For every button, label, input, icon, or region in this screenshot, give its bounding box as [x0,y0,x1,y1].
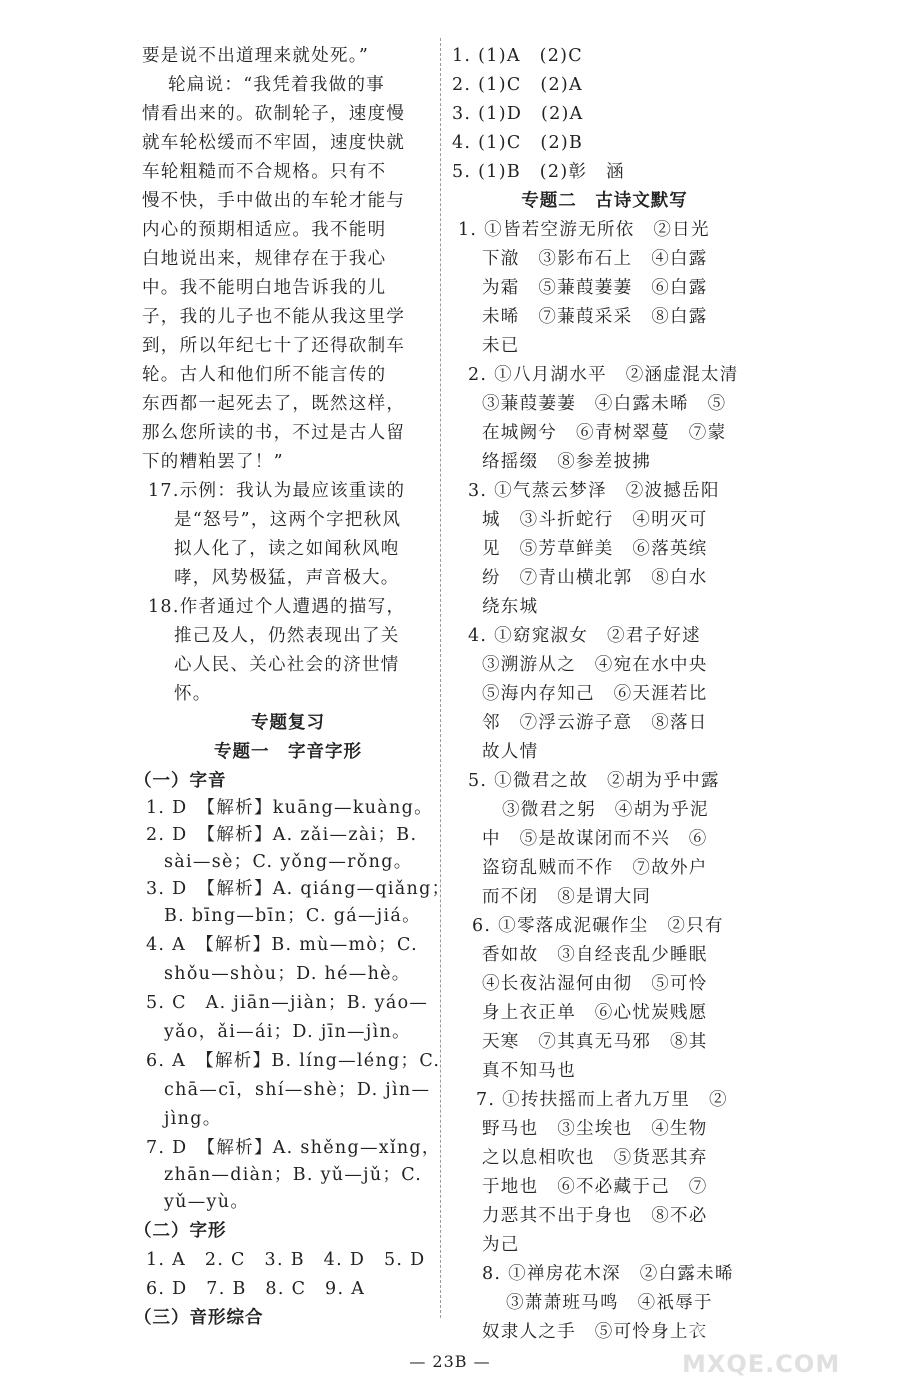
answer-item: 17.示例：我认为最应该重读的 [148,481,406,501]
text-line: 于地也 ⑥不必藏于己 ⑦ [482,1177,708,1197]
watermark-title: 答案圈 [690,1322,775,1355]
text-line: 中 ⑤是故谋闭而不兴 ⑥ [482,829,708,849]
text-line: 内心的预期相适应。我不能明 [142,220,387,240]
answer-item: 4. A 【解析】B. mù—mò；C. [146,935,418,955]
text-line: 就车轮松缓而不牢固，速度快就 [142,133,406,153]
text-line: 力恶其不出于身也 ⑧不必 [482,1206,708,1226]
answer-row: 5. (1)B (2)彰 涵 [452,162,625,182]
answer-item: 8. ①禅房花木深 ②白露未晞 [482,1264,734,1284]
watermark-url: MXQE.COM [682,1350,841,1376]
text-line: 而不闭 ⑧是谓大同 [482,887,652,907]
answer-row: 6. D 7. B 8. C 9. A [146,1279,366,1299]
category-heading: （三）音形综合 [134,1308,264,1328]
text-line: yǎo，ǎi—ái；D. jīn—jìn。 [164,1022,411,1042]
text-line: 绕东城 [482,597,539,617]
text-line: 白地说出来，规律存在于我心 [142,249,387,269]
text-line: 到，所以年纪七十了还得砍制车 [142,336,406,356]
text-line: 那么您所读的书，不过是古人留 [142,423,406,443]
text-line: 情看出来的。砍制轮子，速度慢 [142,104,406,124]
answer-item: 5. ①微君之故 ②胡为乎中露 [468,771,720,791]
text-line: 野马也 ③尘埃也 ④生物 [482,1119,708,1139]
text-line: jìng。 [164,1109,222,1129]
text-line: 真不知马也 [482,1061,576,1081]
text-line: 城 ③斗折蛇行 ④明灭可 [482,510,708,530]
answer-item: 5. C A. jiān—jiàn；B. yáo— [146,993,429,1013]
answer-item: 2. D 【解析】A. zǎi—zài；B. [146,825,418,845]
text-line: 下澈 ③影布石上 ④白露 [482,249,708,269]
text-line: ③溯游从之 ④宛在水中央 [482,655,708,675]
text-line: 未已 [482,336,520,356]
text-line: 盗窃乱贼而不作 ⑦故外户 [482,858,708,878]
text-line: 身上衣正单 ⑥心忧炭贱愿 [482,1003,708,1023]
answer-row: 3. (1)D (2)A [452,104,584,124]
text-line: 为己 [482,1235,520,1255]
answer-item: 4. ①窈窕淑女 ②君子好逑 [468,626,701,646]
text-line: 天寒 ⑦其真无马邪 ⑧其 [482,1032,708,1052]
answer-item: 18.作者通过个人遭遇的描写， [148,597,406,617]
text-line: B. bīng—bīn；C. gá—jiá。 [164,906,421,926]
text-line: ③蒹葭萋萋 ④白露未晞 ⑤ [482,394,727,414]
text-line: 下的糟粕罢了！” [142,452,284,472]
text-line: 络摇缀 ⑧参差披拂 [482,452,652,472]
text-line: 心人民、关心社会的济世情 [174,655,400,675]
text-line: 纷 ⑦青山横北郭 ⑧白水 [482,568,708,588]
text-line: 车轮粗糙而不合规格。只有不 [142,162,387,182]
text-line: 见 ⑤芳草鲜美 ⑥落英缤 [482,539,708,559]
text-line: ④长夜沾湿何由彻 ⑤可怜 [482,974,708,994]
text-line: chā—cī，shí—shè；D. jìn— [164,1080,431,1100]
answer-item: 7. D 【解析】A. shěng—xǐng， [146,1138,441,1158]
text-line: 香如故 ③自经丧乱少睡眠 [482,945,708,965]
section-heading: 专题复习 [251,713,325,733]
answer-item: 6. ①零落成泥碾作尘 ②只有 [472,916,724,936]
text-line: ③萧萧班马鸣 ④祇辱于 [506,1293,713,1313]
answer-item: 6. A 【解析】B. líng—léng；C. [146,1051,441,1071]
answer-item: 3. ①气蒸云梦泽 ②波撼岳阳 [468,481,720,501]
watermark-logo [670,1318,870,1376]
text-line: shǒu—shòu；D. hé—hè。 [164,964,411,984]
text-line: 慢不快，手中做出的车轮才能与 [142,191,406,211]
text-line: 轮。古人和他们所不能言传的 [142,365,387,385]
answer-item: 1. ①皆若空游无所依 ②日光 [458,220,710,240]
answer-item: 3. D 【解析】A. qiáng—qiǎng； [146,879,451,899]
answer-row: 2. (1)C (2)A [452,75,583,95]
text-line: 东西都一起死去了，既然这样， [142,394,406,414]
answer-item: 7. ①抟扶摇而上者九万里 ② [476,1090,728,1110]
text-line: 推己及人，仍然表现出了关 [174,626,400,646]
answer-row: 1. A 2. C 3. B 4. D 5. D [146,1250,426,1270]
text-line: 拟人化了，读之如闻秋风咆 [174,539,400,559]
category-heading: （一）字音 [134,771,227,791]
text-line: ③微君之躬 ④胡为乎泥 [502,800,709,820]
text-line: sài—sè；C. yǒng—rǒng。 [164,852,413,872]
answer-row: 1. (1)A (2)C [452,46,583,66]
text-line: 之以息相吹也 ⑤货恶其弃 [482,1148,708,1168]
text-line: 为霜 ⑤蒹葭萋萋 ⑥白露 [482,278,708,298]
answer-item: 1. D 【解析】kuāng—kuàng。 [146,798,433,818]
subsection-heading: 专题二 古诗文默写 [521,191,688,211]
text-line: 是“怒号”，这两个字把秋风 [174,510,402,530]
text-line: yǔ—yù。 [164,1192,250,1212]
answer-item: 2. ①八月湖水平 ②涵虚混太清 [468,365,739,385]
category-heading: （二）字形 [134,1221,227,1241]
text-line: 轮扁说：“我凭着我做的事 [168,75,386,95]
text-line: 哮，风势极猛，声音极大。 [174,568,400,588]
text-line: 怀。 [174,684,212,704]
text-line: 邻 ⑦浮云游子意 ⑧落日 [482,713,708,733]
text-line: 未晞 ⑦蒹葭采采 ⑧白露 [482,307,708,327]
text-line: zhān—diàn；B. yǔ—jǔ；C. [164,1165,423,1185]
text-line: 故人情 [482,742,539,762]
column-divider [440,38,441,1318]
text-line: ⑤海内存知己 ⑥天涯若比 [482,684,708,704]
subsection-heading: 专题一 字音字形 [214,742,362,762]
page-number: — 23B — [409,1352,491,1371]
text-line: 要是说不出道理来就处死。” [142,46,370,66]
text-line: 子，我的儿子也不能从我这里学 [142,307,406,327]
text-line: 在城阙兮 ⑥青树翠蔓 ⑦蒙 [482,423,727,443]
text-line: 中。我不能明白地告诉我的儿 [142,278,387,298]
text-line: 奴隶人之手 ⑤可怜身上衣 [482,1322,708,1342]
answer-row: 4. (1)C (2)B [452,133,584,153]
